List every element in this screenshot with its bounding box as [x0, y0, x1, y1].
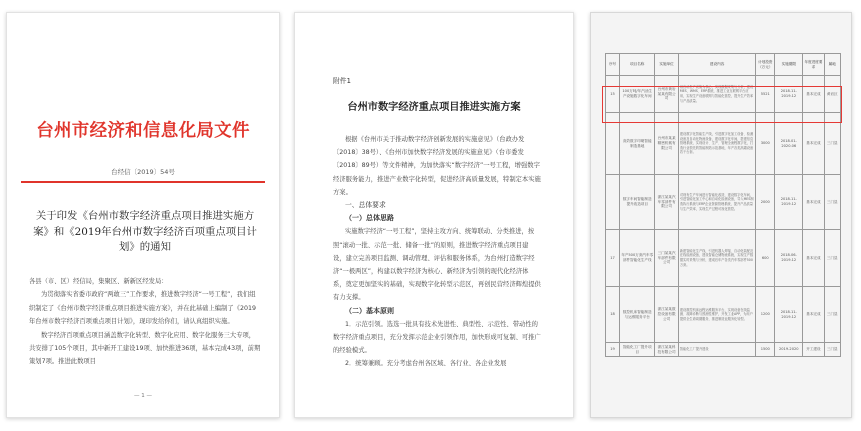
table-row: [606, 76, 841, 113]
table-header-row: [606, 54, 841, 76]
document-page-3[interactable]: [590, 12, 852, 418]
cell-invest: 600: [756, 230, 775, 287]
cell-invest: 3000: [756, 113, 775, 175]
cell-area: 黄岩区: [824, 76, 840, 113]
cell-invest: 1200: [756, 287, 775, 343]
cell-invest: 5521: [756, 76, 775, 113]
table-row: [606, 175, 841, 230]
cell-no: 19: [606, 343, 620, 357]
cell-name: 智能化工厂提升项目: [620, 343, 655, 357]
cell-no: [606, 113, 620, 175]
cell-unit: 台州市黄岩某某有限公司: [655, 76, 679, 113]
cell-area: 三门县: [824, 343, 840, 357]
cell-no: 18: [606, 287, 620, 343]
principle-paragraph: 2．统筹兼顾。充分考虑台州各区域、各行业、各企业发展: [345, 360, 507, 368]
page-number: — 1 —: [134, 393, 152, 399]
cell-no: 17: [606, 230, 620, 287]
col-header: 项目名称: [620, 54, 655, 76]
col-header: 属地: [824, 54, 840, 76]
cell-progress: 基本完成: [803, 113, 824, 175]
principle-paragraph: 1．示范引领。选选一批具有技术先进性、典型性、示范性、带动性的数字经济重点项目，充分发挥示范企业引领作用，加快形成可复制、可推广的经验模式。: [333, 320, 541, 355]
document-page-2[interactable]: [294, 12, 574, 418]
col-header: 序号: [606, 54, 620, 76]
body-paragraph: 实施数字经济“一号工程”，坚持主攻方向、统筹联动、分类推进，按照“滚动一批、示范一批、储备一批”的原则，推进数字经济重点项目建设，建立完善项目监测、调动管理、评估和服务体系，为台州打造数字经济“一极两区”，构建以数字经济为核心、新经济为引领的现代化经济体系，奠定更加坚实的基础，实现数字化转型示范区，再创民营经济辉煌提供有力支撑。: [333, 228, 541, 302]
cell-area: 三门县: [824, 287, 840, 343]
cell-desc: 智能化工厂提升建设: [678, 343, 756, 357]
cell-period: 2018.11-2019.12: [775, 287, 803, 343]
cell-unit: 台州市某某精密机械有限公司: [655, 113, 679, 175]
cell-unit: 浙江某某科技有限公司: [655, 343, 679, 357]
subsection-heading: （一）总体思路: [345, 214, 394, 223]
cell-desc: 以自动生产设施为核心，实现数据采集与分析，建设MES、WMS、ERP系统，推进工业互联网平台应用，实现生产设备联网与智能化管控，提升生产效率与产品质量。: [678, 76, 756, 113]
cell-invest: 1500: [756, 343, 775, 357]
body-paragraph: 数字经济百项重点项目涵盖数字化转型、数字化应用、数字化服务三大专项，共安排了105个项目，其中新开工建设19项、加快推进36项，基本完成43项，前期策划7项。推进此数项目: [29, 331, 261, 366]
cell-progress: 基本完成: [803, 76, 824, 113]
table-row: [606, 113, 841, 175]
plan-title: 台州市数字经济重点项目推进实施方案: [347, 101, 521, 113]
section-heading: 一、总体要求: [345, 201, 386, 210]
cell-no: [606, 175, 620, 230]
col-header: 计划投资（万元）: [756, 54, 775, 76]
cell-area: 三门县: [824, 113, 840, 175]
intro-paragraph: 根据《台州市关于推动数字经济创新发展的实施意见》（台政办发〔2018〕38号）、《台州市加快数字经济发展的实施意见》（台市委发〔2018〕89号）等文件精神，为加快落实“数字经济”一号工程，增强数字经济服务能力，推进产业数字化转型，促进经济高质量发展，特制定本实施方案。: [333, 136, 541, 196]
cell-name: 年产500万套汽车零部件智能化生产线: [620, 230, 655, 287]
col-header: 实施期限: [775, 54, 803, 76]
red-divider-line: [21, 181, 265, 183]
cell-desc: 建设数字化智能生产线，引进数字化加工设备、检测设备及自动化物流设备，建设数字化车间，搭建信息管理系统，实现设计、生产、管理全流程数字化，打造行业领先的智能制造示范基地，年产各类高端设备若干台套。: [678, 113, 756, 175]
table-row: [606, 230, 841, 287]
cell-area: 三门县: [824, 230, 840, 287]
cell-progress: 基本完成: [803, 175, 824, 230]
cell-period: 2019-2020: [775, 343, 803, 357]
cell-name: 100万吨/年汽油生产设施数字化车间: [620, 76, 655, 113]
salutation: 各县（市、区）经信局，集聚区、新新区经发局：: [29, 278, 168, 285]
cell-desc: 建设数控机床远程运维服务平台，实现设备在线监测、故障诊断与预测性维护，开发工业APP，为用户提供全生命周期服务，推进制造业服务化转型。: [678, 287, 756, 343]
cell-name: 数字车间智能制造提升改造项目: [620, 175, 655, 230]
project-table: [605, 53, 841, 357]
cell-period: 2018.11-2019.12: [775, 175, 803, 230]
cell-unit: 三门某某汽车部件有限公司: [655, 230, 679, 287]
cell-unit: 浙江某某数控设备有限公司: [655, 287, 679, 343]
cell-unit: 浙江某某汽车零部件有限公司: [655, 175, 679, 230]
cell-period: 2018.06-2019.12: [775, 230, 803, 287]
document-number: 台经信〔2019〕54号: [111, 168, 175, 176]
document-header-title: 台州市经济和信息化局文件: [36, 121, 250, 141]
subsection-heading: （二）基本原则: [345, 306, 394, 315]
cell-name: 数控机床智能制造与运维服务平台: [620, 287, 655, 343]
col-header: 建设内容: [678, 54, 756, 76]
cell-invest: 2000: [756, 175, 775, 230]
notice-title: 关于印发《台州市数字经济重点项目推进实施方案》和《2019年台州市数字经济百项重点项目计划》的通知: [33, 210, 257, 253]
document-page-1[interactable]: [6, 12, 280, 418]
cell-period: 2018.11-2019.12: [775, 76, 803, 113]
table-row: [606, 343, 841, 357]
cell-desc: 对现有生产车间进行智能化改造，建设数字化车间，引进智能化加工中心和自动化检测设备，导入MES制造执行系统与ERP企业资源管理系统，提升产品质量与生产效率，实现生产过程可视化管控。: [678, 175, 756, 230]
cell-progress: 开工建设: [803, 343, 824, 357]
cell-progress: 基本完成: [803, 230, 824, 287]
cell-progress: 基本完成: [803, 287, 824, 343]
col-header: 实施单位: [655, 54, 679, 76]
cell-period: 2018.01-2020.06: [775, 113, 803, 175]
page2-body: [333, 133, 541, 371]
cell-name: 高效数字印刷智能制造基地: [620, 113, 655, 175]
table-row: [606, 287, 841, 343]
attachment-label: 附件1: [333, 77, 351, 85]
cell-desc: 新建智能化生产线，引进机器人焊接、自动化装配及在线检测设备，建设智能仓储物流系统，实现生产数据实时采集与分析，建成后年产各类汽车零部件500万套。: [678, 230, 756, 287]
cell-no: 15: [606, 76, 620, 113]
page1-body: [29, 275, 261, 369]
col-header: 年度进度要求: [803, 54, 824, 76]
body-paragraph: 为贯彻落实省委市政府“两敢三”工作要求，推进数字经济“一号工程”，我们组织制定了《台州市数字经济重点项目推进实施方案》，并在此基础上编制了《2019年台州市数字经济百项重点项目计划》，现印发给你们，请认真组织实施。: [29, 291, 256, 326]
cell-area: 三门县: [824, 175, 840, 230]
